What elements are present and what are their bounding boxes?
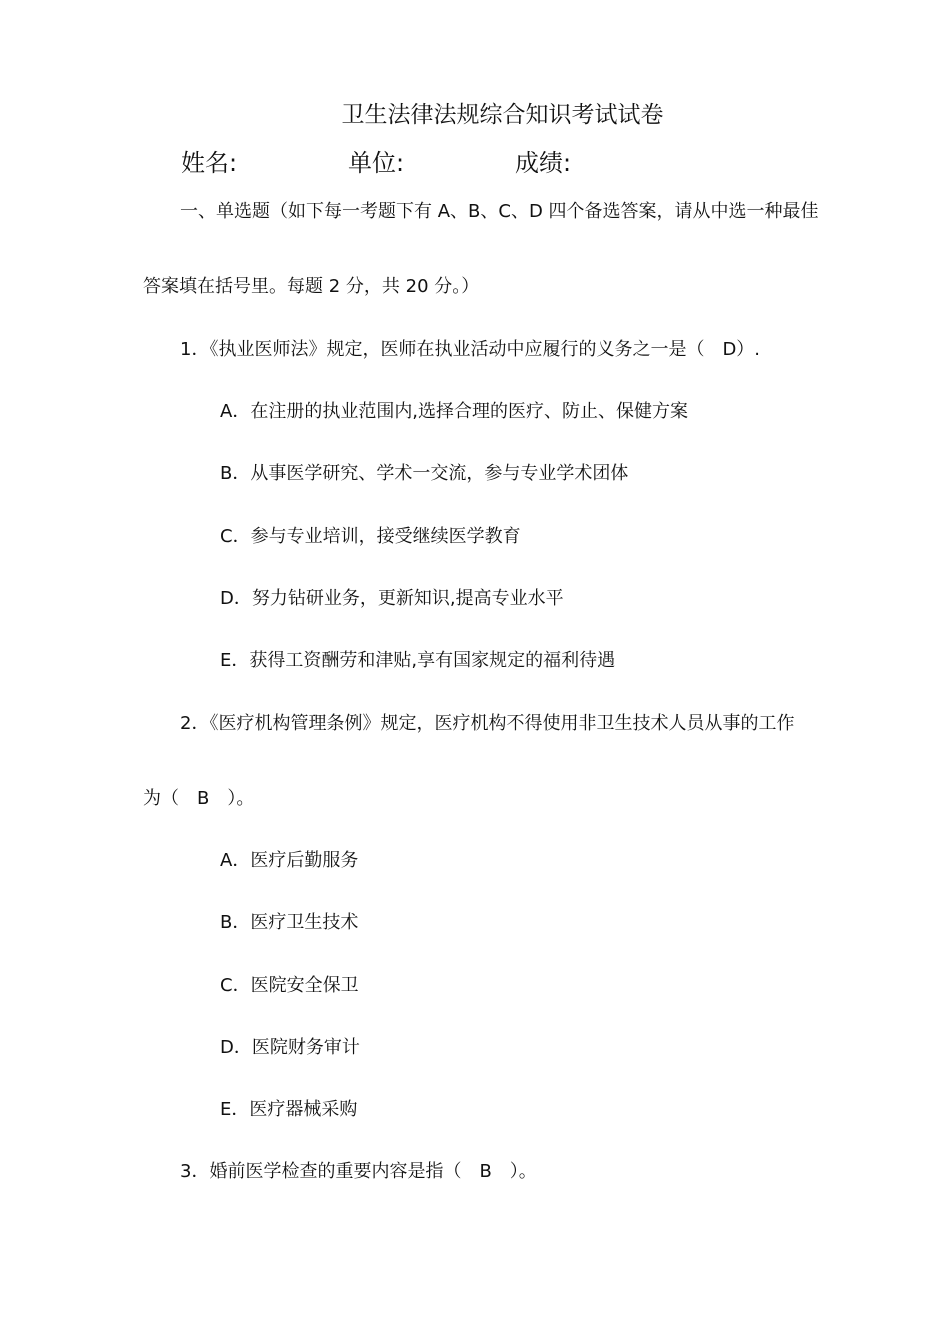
question-1-option-e: E．获得工资酬劳和津贴,享有国家规定的福利待遇 bbox=[220, 650, 616, 671]
question-2-option-e: E．医疗器械采购 bbox=[220, 1099, 358, 1120]
question-2-stem-continued: 为（ B ）。 bbox=[143, 788, 255, 809]
question-2-option-d: D．医院财务审计 bbox=[220, 1037, 360, 1058]
question-2-option-a: A．医疗后勤服务 bbox=[220, 850, 359, 871]
question-2-option-b: B．医疗卫生技术 bbox=[220, 912, 359, 933]
question-1-stem: 1．《执业医师法》规定，医师在执业活动中应履行的义务之一是（ D）. bbox=[180, 339, 761, 360]
question-1-option-b: B．从事医学研究、学术一交流，参与专业学术团体 bbox=[220, 463, 629, 484]
question-2-stem: 2．《医疗机构管理条例》规定，医疗机构不得使用非卫生技术人员从事的工作 bbox=[180, 713, 795, 734]
exam-title: 卫生法律法规综合知识考试试卷 bbox=[341, 102, 664, 128]
question-2-option-c: C．医院安全保卫 bbox=[220, 975, 359, 996]
question-1-option-a: A．在注册的执业范围内,选择合理的医疗、防止、保健方案 bbox=[220, 401, 689, 422]
section-instructions-line2: 答案填在括号里。每题 2 分，共 20 分。） bbox=[143, 276, 480, 297]
question-1-option-d: D．努力钻研业务，更新知识,提高专业水平 bbox=[220, 588, 564, 609]
section-instructions-line1: 一、单选题（如下每一考题下有 A、B、C、D 四个备选答案，请从中选一种最佳 bbox=[180, 201, 819, 222]
unit-field-label: 单位: bbox=[348, 149, 405, 177]
question-3-stem: 3．婚前医学检查的重要内容是指（ B ）。 bbox=[180, 1161, 537, 1182]
question-1-option-c: C．参与专业培训，接受继续医学教育 bbox=[220, 526, 521, 547]
name-field-label: 姓名: bbox=[181, 149, 238, 177]
score-field-label: 成绩: bbox=[515, 149, 572, 177]
